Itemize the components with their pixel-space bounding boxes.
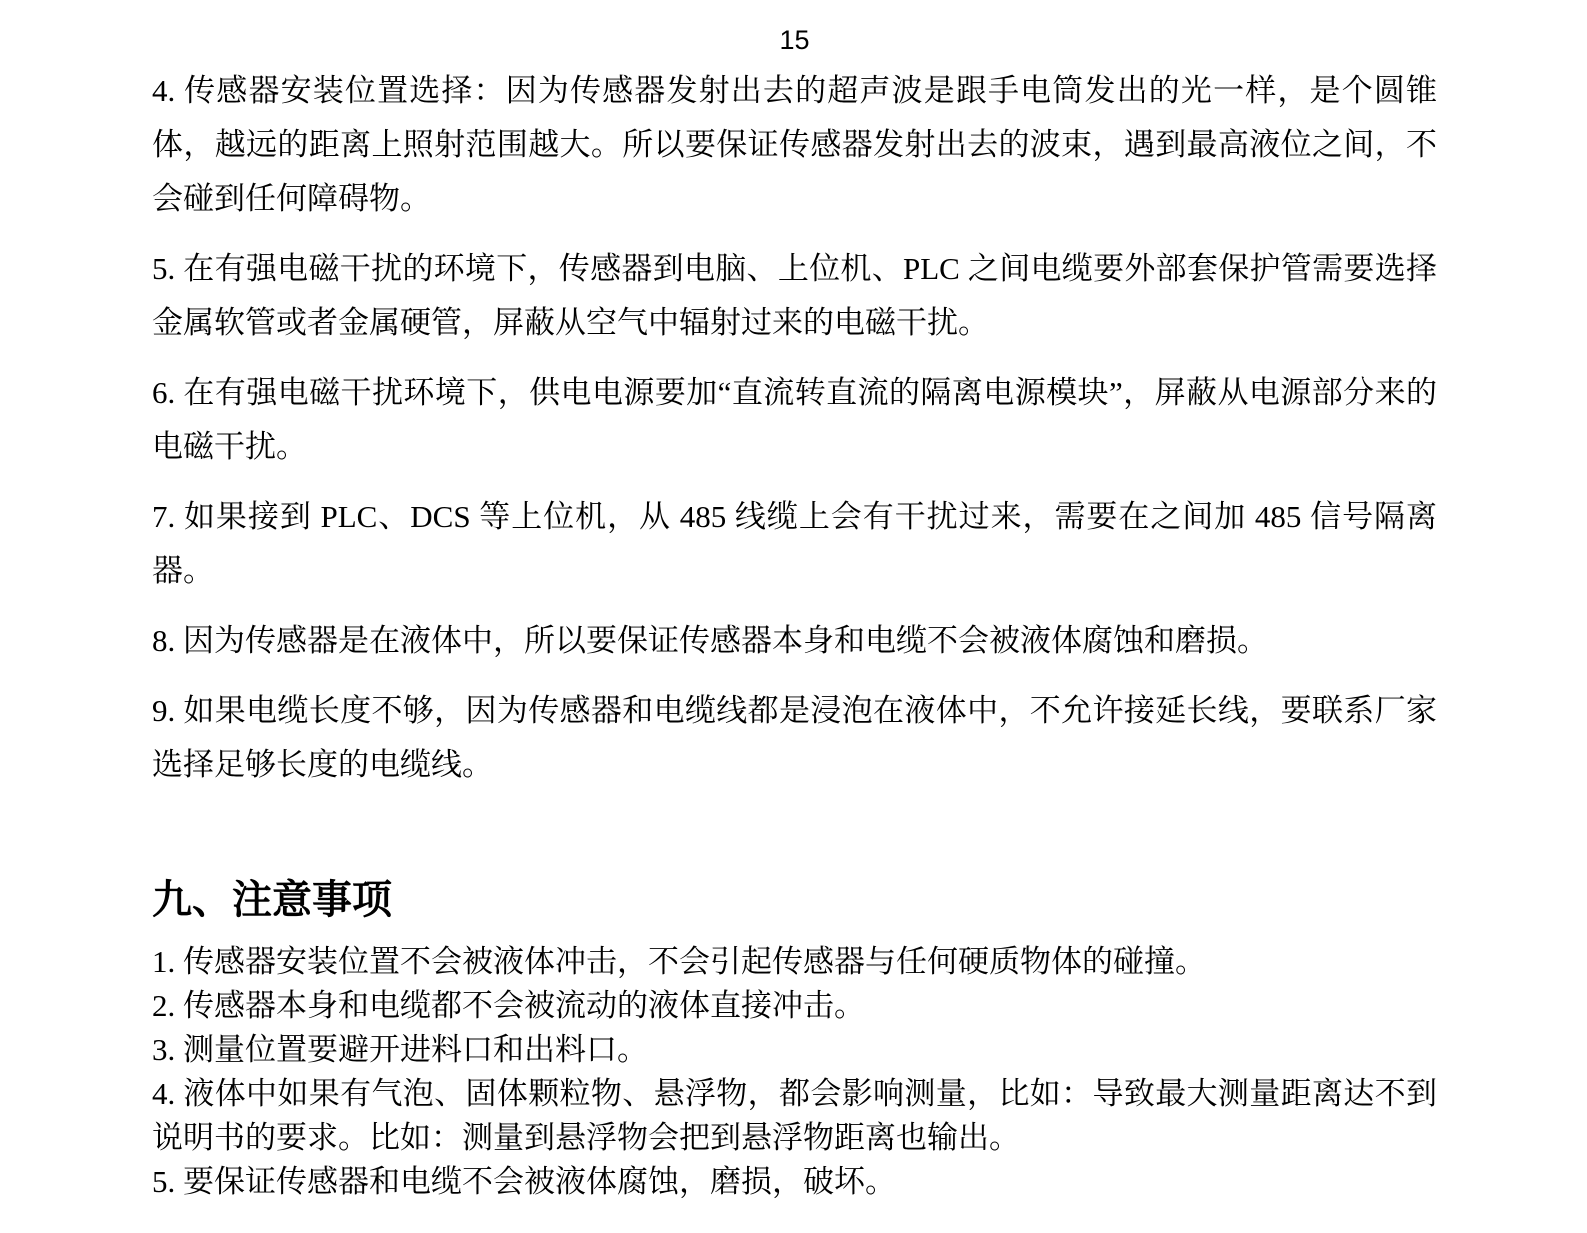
paragraph-9-cable-length: 9. 如果电缆长度不够，因为传感器和电缆线都是浸泡在液体中，不允许接延长线，要联系厂家选择足够长度的电缆线。 [152,693,1437,782]
note-item-1: 1. 传感器安装位置不会被液体冲击，不会引起传感器与任何硬质物体的碰撞。 [152,944,1206,979]
paragraph-7-485-signal-isolator: 7. 如果接到 PLC、DCS 等上位机，从 485 线缆上会有干扰过来，需要在之间加 485 信号隔离器。 [152,499,1437,588]
paragraph-4-sensor-mounting-position: 4. 传感器安装位置选择：因为传感器发射出去的超声波是跟手电筒发出的光一样，是个圆锥体，越远的距离上照射范围越大。所以要保证传感器发射出去的波束，遇到最高液位之间，不会碰到任何障碍物。 [152,73,1437,216]
paragraph-6-power-isolation-module: 6. 在有强电磁干扰环境下，供电电源要加“直流转直流的隔离电源模块”，屏蔽从电源部分来的电磁干扰。 [152,375,1437,464]
note-item-5: 5. 要保证传感器和电缆不会被液体腐蚀，磨损，破坏。 [152,1164,896,1199]
note-item-4: 4. 液体中如果有气泡、固体颗粒物、悬浮物，都会影响测量，比如：导致最大测量距离达不到说明书的要求。比如：测量到悬浮物会把到悬浮物距离也输出。 [152,1076,1437,1155]
paragraph-8-liquid-corrosion: 8. 因为传感器是在液体中，所以要保证传感器本身和电缆不会被液体腐蚀和磨损。 [152,623,1268,658]
paragraph-5-emi-cable-shielding: 5. 在有强电磁干扰的环境下，传感器到电脑、上位机、PLC 之间电缆要外部套保护管需要选择金属软管或者金属硬管，屏蔽从空气中辐射过来的电磁干扰。 [152,251,1437,340]
page-number: 15 [779,25,810,55]
notes-section-heading: 九、注意事项 [152,877,392,922]
note-item-3: 3. 测量位置要避开进料口和出料口。 [152,1032,648,1067]
note-item-2: 2. 传感器本身和电缆都不会被流动的液体直接冲击。 [152,988,865,1023]
